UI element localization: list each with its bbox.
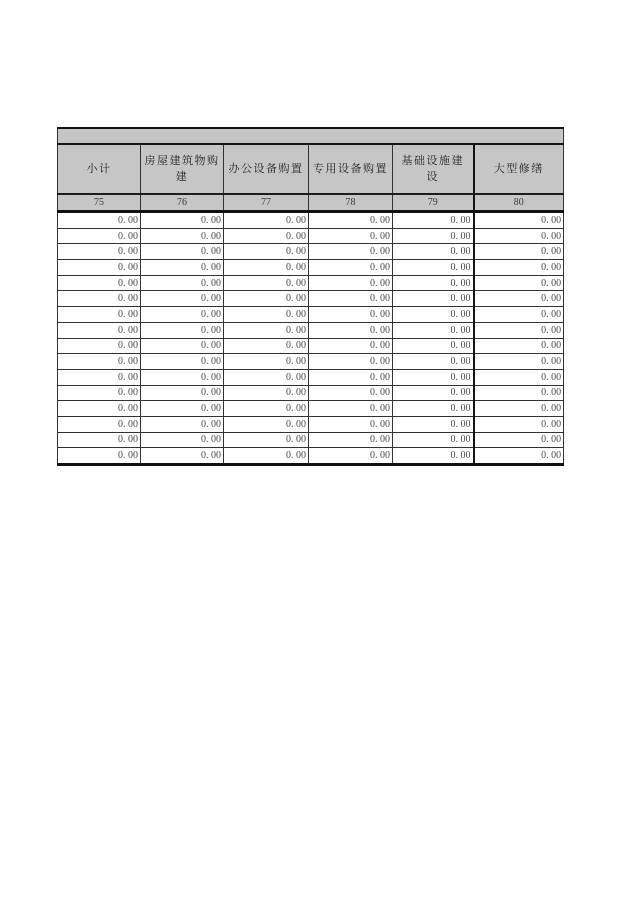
table-row [58, 228, 564, 244]
table-cell: 0. 00 [393, 275, 474, 291]
table-cell: 0. 00 [309, 432, 393, 448]
table-cell: 0. 00 [224, 448, 309, 465]
table-cell: 0. 00 [393, 291, 474, 307]
table-cell: 0. 00 [474, 275, 564, 291]
table-cell: 0. 00 [309, 448, 393, 465]
table-cell: 0. 00 [474, 307, 564, 323]
table-cell: 0. 00 [224, 338, 309, 354]
header-cell-infrastructure: 基础设施建设 [393, 144, 474, 194]
table-row [58, 260, 564, 276]
table-cell: 0. 00 [141, 432, 224, 448]
table-body [58, 212, 564, 465]
code-cell: 76 [141, 194, 224, 212]
code-cell: 80 [474, 194, 564, 212]
table-row [58, 291, 564, 307]
table-cell: 0. 00 [141, 212, 224, 229]
table-cell: 0. 00 [309, 322, 393, 338]
table-cell: 0. 00 [474, 416, 564, 432]
table-row [58, 416, 564, 432]
spacer-cell [58, 128, 564, 144]
table-cell: 0. 00 [309, 244, 393, 260]
table-cell: 0. 00 [141, 354, 224, 370]
table-cell: 0. 00 [141, 307, 224, 323]
table-cell: 0. 00 [474, 448, 564, 465]
table-row [58, 307, 564, 323]
table-cell: 0. 00 [393, 432, 474, 448]
table-cell: 0. 00 [141, 260, 224, 276]
table-cell: 0. 00 [393, 354, 474, 370]
table-cell: 0. 00 [393, 307, 474, 323]
table-header-row [58, 144, 564, 194]
table-cell: 0. 00 [141, 291, 224, 307]
table-cell: 0. 00 [141, 385, 224, 401]
table-cell: 0. 00 [141, 275, 224, 291]
table-cell: 0. 00 [58, 307, 141, 323]
table-cell: 0. 00 [474, 432, 564, 448]
header-cell-special-equipment: 专用设备购置 [309, 144, 393, 194]
table-cell: 0. 00 [224, 354, 309, 370]
table-cell: 0. 00 [224, 228, 309, 244]
table-cell: 0. 00 [141, 448, 224, 465]
table-spacer-row [58, 128, 564, 144]
table-cell: 0. 00 [58, 291, 141, 307]
table-cell: 0. 00 [309, 369, 393, 385]
table-cell: 0. 00 [474, 260, 564, 276]
table-cell: 0. 00 [224, 291, 309, 307]
table-cell: 0. 00 [393, 401, 474, 417]
table-cell: 0. 00 [393, 369, 474, 385]
header-cell-subtotal: 小计 [58, 144, 141, 194]
table-cell: 0. 00 [224, 322, 309, 338]
table-cell: 0. 00 [58, 369, 141, 385]
table-cell: 0. 00 [393, 228, 474, 244]
table-row [58, 338, 564, 354]
table-cell: 0. 00 [309, 291, 393, 307]
table-cell: 0. 00 [393, 322, 474, 338]
table-cell: 0. 00 [309, 338, 393, 354]
table-row [58, 244, 564, 260]
table-cell: 0. 00 [58, 338, 141, 354]
table-cell: 0. 00 [474, 244, 564, 260]
table-cell: 0. 00 [141, 401, 224, 417]
table-cell: 0. 00 [393, 338, 474, 354]
table-cell: 0. 00 [58, 212, 141, 229]
table-cell: 0. 00 [309, 228, 393, 244]
table-cell: 0. 00 [58, 354, 141, 370]
table-cell: 0. 00 [474, 338, 564, 354]
table-cell: 0. 00 [393, 260, 474, 276]
table-cell: 0. 00 [224, 260, 309, 276]
table-cell: 0. 00 [474, 212, 564, 229]
header-cell-major-repairs: 大型修缮 [474, 144, 564, 194]
table-cell: 0. 00 [58, 432, 141, 448]
table-cell: 0. 00 [224, 244, 309, 260]
table-cell: 0. 00 [393, 212, 474, 229]
table-cell: 0. 00 [58, 416, 141, 432]
table-cell: 0. 00 [474, 369, 564, 385]
code-cell: 79 [393, 194, 474, 212]
table-row [58, 354, 564, 370]
column-code-row [58, 194, 564, 212]
table-cell: 0. 00 [474, 354, 564, 370]
table-cell: 0. 00 [141, 228, 224, 244]
table-cell: 0. 00 [224, 401, 309, 417]
table-cell: 0. 00 [309, 385, 393, 401]
table-cell: 0. 00 [474, 322, 564, 338]
table-cell: 0. 00 [141, 244, 224, 260]
table-cell: 0. 00 [309, 260, 393, 276]
table-cell: 0. 00 [309, 275, 393, 291]
table-cell: 0. 00 [58, 260, 141, 276]
table-row [58, 212, 564, 229]
table-cell: 0. 00 [309, 307, 393, 323]
table-row [58, 275, 564, 291]
code-cell: 78 [309, 194, 393, 212]
table-cell: 0. 00 [58, 244, 141, 260]
table-cell: 0. 00 [474, 385, 564, 401]
table-cell: 0. 00 [224, 307, 309, 323]
table-cell: 0. 00 [58, 228, 141, 244]
table-cell: 0. 00 [474, 291, 564, 307]
table-cell: 0. 00 [224, 416, 309, 432]
table-row [58, 322, 564, 338]
table-row [58, 385, 564, 401]
table-cell: 0. 00 [141, 322, 224, 338]
table-cell: 0. 00 [393, 385, 474, 401]
table-cell: 0. 00 [58, 322, 141, 338]
table-cell: 0. 00 [224, 212, 309, 229]
table-cell: 0. 00 [309, 401, 393, 417]
table-cell: 0. 00 [309, 354, 393, 370]
table-cell: 0. 00 [474, 401, 564, 417]
table-cell: 0. 00 [309, 212, 393, 229]
header-cell-housing-construction: 房屋建筑物购建 [141, 144, 224, 194]
table-row [58, 432, 564, 448]
header-cell-office-equipment: 办公设备购置 [224, 144, 309, 194]
table-row [58, 448, 564, 465]
table-cell: 0. 00 [224, 432, 309, 448]
table-cell: 0. 00 [141, 369, 224, 385]
table-cell: 0. 00 [141, 338, 224, 354]
table-row [58, 369, 564, 385]
table-cell: 0. 00 [309, 416, 393, 432]
table-cell: 0. 00 [393, 416, 474, 432]
table-cell: 0. 00 [141, 416, 224, 432]
table-row [58, 401, 564, 417]
budget-table [57, 127, 564, 466]
table-cell: 0. 00 [58, 275, 141, 291]
table-cell: 0. 00 [224, 275, 309, 291]
table-cell: 0. 00 [58, 401, 141, 417]
table-cell: 0. 00 [393, 448, 474, 465]
table-cell: 0. 00 [58, 448, 141, 465]
table-cell: 0. 00 [474, 228, 564, 244]
table-cell: 0. 00 [393, 244, 474, 260]
table-cell: 0. 00 [224, 385, 309, 401]
code-cell: 77 [224, 194, 309, 212]
table-cell: 0. 00 [224, 369, 309, 385]
code-cell: 75 [58, 194, 141, 212]
table-cell: 0. 00 [58, 385, 141, 401]
